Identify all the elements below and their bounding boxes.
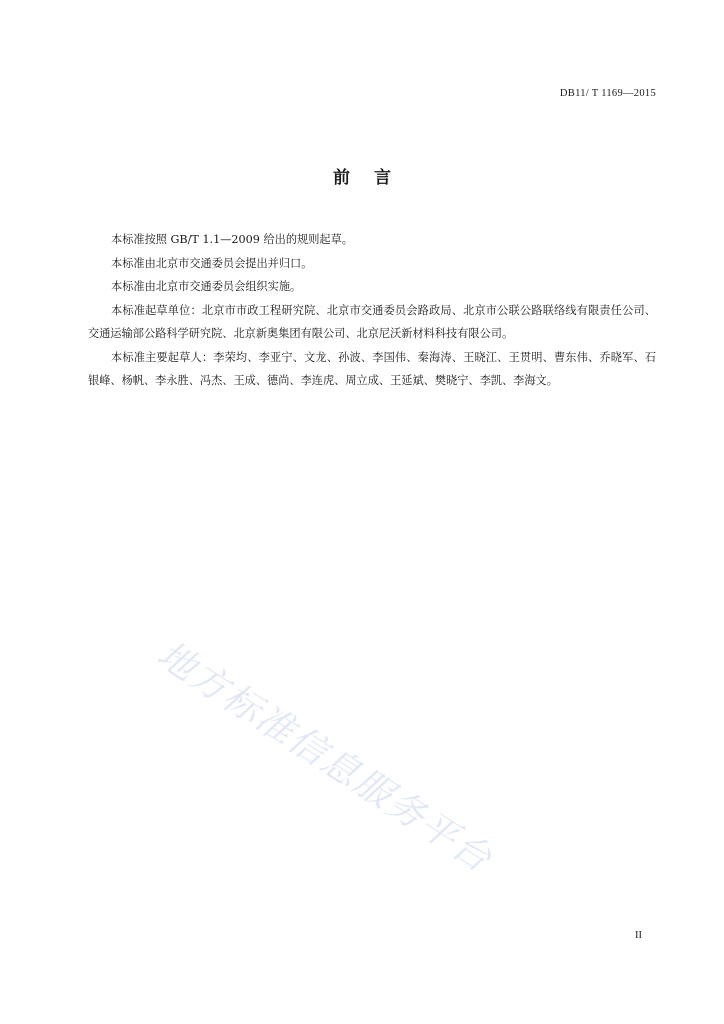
paragraph-proposer: 本标准由北京市交通委员会提出并归口。 xyxy=(111,256,313,270)
page-number: II xyxy=(635,930,642,941)
standard-code: DB11/ T 1169—2015 xyxy=(559,88,656,99)
paragraph-drafters: 本标准主要起草人：李荣均、李亚宁、文龙、孙波、李国伟、秦海涛、王晓江、王贯明、曹东伟、乔晓军、石银峰、杨帆、李永胜、冯杰、王成、德尚、李连虎、周立成、王延斌、樊晓宁、李凯、李海文。 xyxy=(88,350,656,387)
paragraph-drafting-rules: 本标准按照 GB/T 1.1—2009 给出的规则起草。 xyxy=(111,233,353,246)
paragraph-drafting-units: 本标准起草单位：北京市市政工程研究院、北京市交通委员会路政局、北京市公联公路联络线有限责任公司、交通运输部公路科学研究院、北京新奥集团有限公司、北京尼沃新材料科技有限公司。 xyxy=(88,303,656,340)
title-char-2: 言 xyxy=(374,168,391,188)
title-char-1: 前 xyxy=(333,168,350,188)
page-title xyxy=(0,163,724,188)
paragraph-implementer: 本标准由北京市交通委员会组织实施。 xyxy=(111,280,302,293)
watermark: 地方标准信息服务平台 xyxy=(149,632,501,882)
foreword-body xyxy=(88,228,656,393)
